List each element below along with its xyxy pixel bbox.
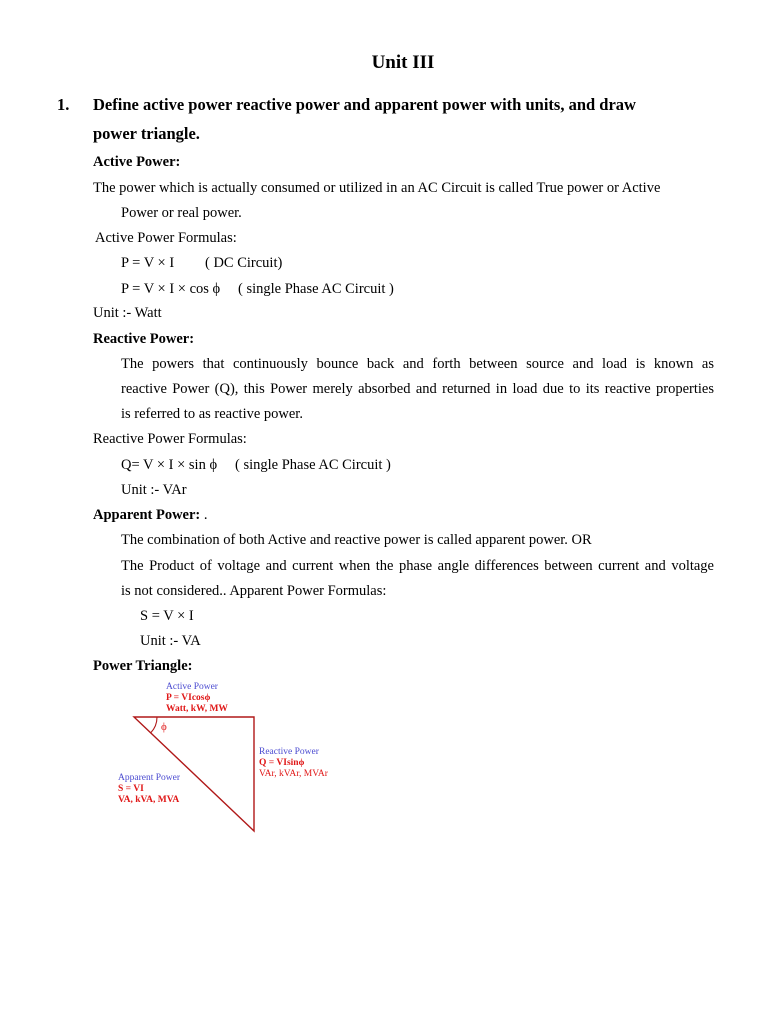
angle-arc — [151, 717, 157, 733]
apparent-power-heading: Apparent Power: — [93, 507, 201, 523]
active-power-formulas-label: Active Power Formulas: — [95, 230, 237, 246]
reactive-power-units-label: VAr, kVAr, MVAr — [259, 769, 328, 779]
apparent-power-definition-line-1: The combination of both Active and reactive power is called apparent power. OR — [121, 532, 592, 548]
question-number: 1. — [57, 95, 70, 114]
apparent-power-label: Apparent Power — [118, 773, 180, 783]
apparent-power-formula-label: S = VI — [118, 784, 144, 794]
active-power-units-label: Watt, kW, MW — [166, 704, 228, 714]
active-power-unit: Unit :- Watt — [93, 305, 162, 321]
active-power-formula-ac: P = V × I × cos ϕ — [121, 281, 221, 297]
power-triangle-diagram — [100, 678, 350, 838]
active-power-definition-line-1: The power which is actually consumed or utilized in an AC Circuit is called True power or Active — [93, 180, 661, 196]
apparent-power-definition-line-3: is not considered.. Apparent Power Formulas: — [121, 583, 387, 599]
reactive-power-formula-label: Q = VIsinϕ — [259, 758, 305, 768]
power-triangle-heading: Power Triangle: — [93, 658, 193, 674]
reactive-power-label: Reactive Power — [259, 747, 319, 757]
question-text-line-2: power triangle. — [93, 124, 200, 143]
active-power-formula-label: P = VIcosϕ — [166, 693, 211, 703]
apparent-power-unit: Unit :- VA — [140, 633, 201, 649]
angle-phi-label: ϕ — [161, 721, 167, 733]
active-power-heading: Active Power: — [93, 154, 181, 170]
active-power-formula-ac-note: ( single Phase AC Circuit ) — [238, 281, 394, 297]
apparent-power-units-label: VA, kVA, MVA — [118, 795, 180, 805]
reactive-power-unit: Unit :- VAr — [121, 482, 187, 498]
reactive-power-heading: Reactive Power: — [93, 331, 195, 347]
active-power-formula-dc: P = V × I — [121, 255, 175, 271]
active-power-label: Active Power — [166, 682, 218, 692]
apparent-power-definition-line-2: The Product of voltage and current when the phase angle differences between current and voltage — [121, 558, 714, 574]
apparent-power-heading-tail: . — [200, 507, 208, 523]
reactive-power-formulas-label: Reactive Power Formulas: — [93, 431, 247, 447]
reactive-power-formula: Q= V × I × sin ϕ — [121, 457, 218, 473]
reactive-power-definition-line-2: reactive Power (Q), this Power merely absorbed and returned in load due to its reactive properties — [121, 381, 714, 397]
reactive-power-definition-line-1: The powers that continuously bounce back and forth between source and load is known as — [121, 356, 714, 372]
reactive-power-definition-line-3: is referred to as reactive power. — [121, 406, 303, 422]
question-text-line-1: Define active power reactive power and apparent power with units, and draw — [93, 95, 636, 114]
reactive-power-formula-note: ( single Phase AC Circuit ) — [235, 457, 391, 473]
page-title: Unit III — [371, 52, 435, 73]
apparent-power-formula: S = V × I — [140, 608, 194, 624]
power-triangle-figure — [100, 678, 350, 838]
apparent-power-heading-row — [93, 506, 208, 524]
active-power-definition-line-2: Power or real power. — [121, 205, 242, 221]
active-power-formula-dc-note: ( DC Circuit) — [205, 255, 283, 271]
